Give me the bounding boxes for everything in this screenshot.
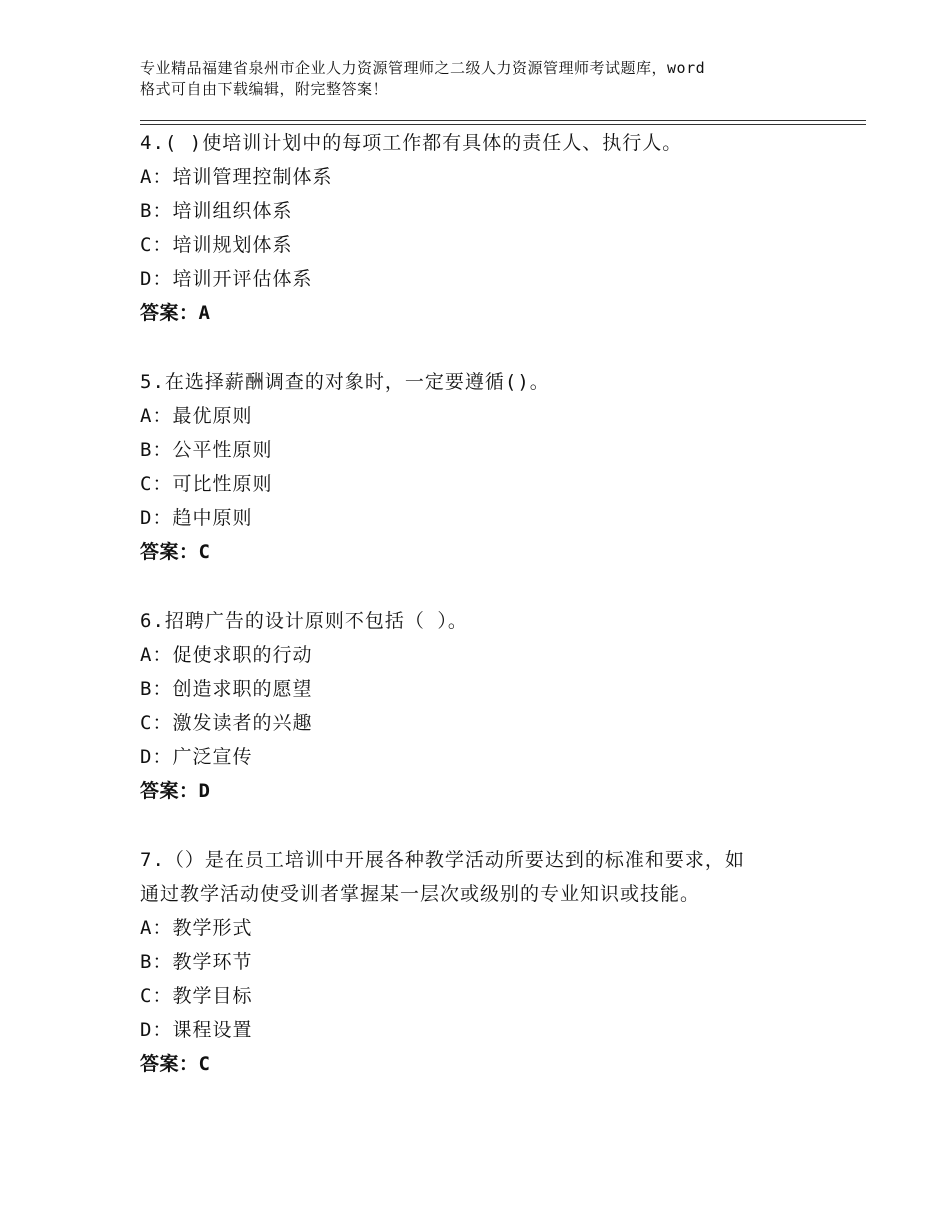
option-b: B：公平性原则 xyxy=(140,439,273,461)
document-header xyxy=(140,58,840,100)
question-4 xyxy=(140,126,840,330)
answer-value: A xyxy=(198,302,211,324)
option-c: C：教学目标 xyxy=(140,985,253,1007)
option-a: A：教学形式 xyxy=(140,917,253,939)
header-divider-bottom xyxy=(140,124,866,125)
question-stem-line: 7.（）是在员工培训中开展各种教学活动所要达到的标准和要求，如 xyxy=(140,849,745,871)
answer-value: D xyxy=(198,780,211,802)
answer-label: 答案： xyxy=(140,1053,199,1075)
option-b: B：教学环节 xyxy=(140,951,253,973)
option-b: B：培训组织体系 xyxy=(140,200,293,222)
question-stem-line: 6.招聘广告的设计原则不包括（ ）。 xyxy=(140,610,468,632)
option-a: A：培训管理控制体系 xyxy=(140,166,333,188)
option-d: D：课程设置 xyxy=(140,1019,253,1041)
option-a: A：最优原则 xyxy=(140,405,253,427)
header-title-line-1: 专业精品福建省泉州市企业人力资源管理师之二级人力资源管理师考试题库，word xyxy=(140,59,706,77)
question-stem-line: 4.( )使培训计划中的每项工作都有具体的责任人、执行人。 xyxy=(140,132,683,154)
answer-value: C xyxy=(198,541,211,563)
header-title-line-2: 格式可自由下载编辑，附完整答案！ xyxy=(140,80,389,98)
option-d: D：培训开评估体系 xyxy=(140,268,313,290)
question-stem-line: 通过教学活动使受训者掌握某一层次或级别的专业知识或技能。 xyxy=(140,883,701,905)
answer-line xyxy=(140,774,840,808)
header-divider-top xyxy=(140,120,866,121)
question-7 xyxy=(140,843,840,1081)
option-c: C：培训规划体系 xyxy=(140,234,293,256)
question-stem xyxy=(140,365,840,399)
answer-label: 答案： xyxy=(140,302,199,324)
question-6 xyxy=(140,604,840,808)
answer-line xyxy=(140,296,840,330)
question-stem-line: 5.在选择薪酬调查的对象时，一定要遵循()。 xyxy=(140,371,550,393)
option-d: D：趋中原则 xyxy=(140,507,253,529)
question-stem xyxy=(140,604,840,638)
option-c: C：激发读者的兴趣 xyxy=(140,712,313,734)
question-stem xyxy=(140,843,840,911)
answer-value: C xyxy=(198,1053,211,1075)
answer-label: 答案： xyxy=(140,780,199,802)
question-stem xyxy=(140,126,840,160)
answer-line xyxy=(140,1047,840,1081)
question-5 xyxy=(140,365,840,569)
answer-label: 答案： xyxy=(140,541,199,563)
option-a: A：促使求职的行动 xyxy=(140,644,313,666)
option-c: C：可比性原则 xyxy=(140,473,273,495)
option-d: D：广泛宣传 xyxy=(140,746,253,768)
option-b: B：创造求职的愿望 xyxy=(140,678,313,700)
answer-line xyxy=(140,535,840,569)
